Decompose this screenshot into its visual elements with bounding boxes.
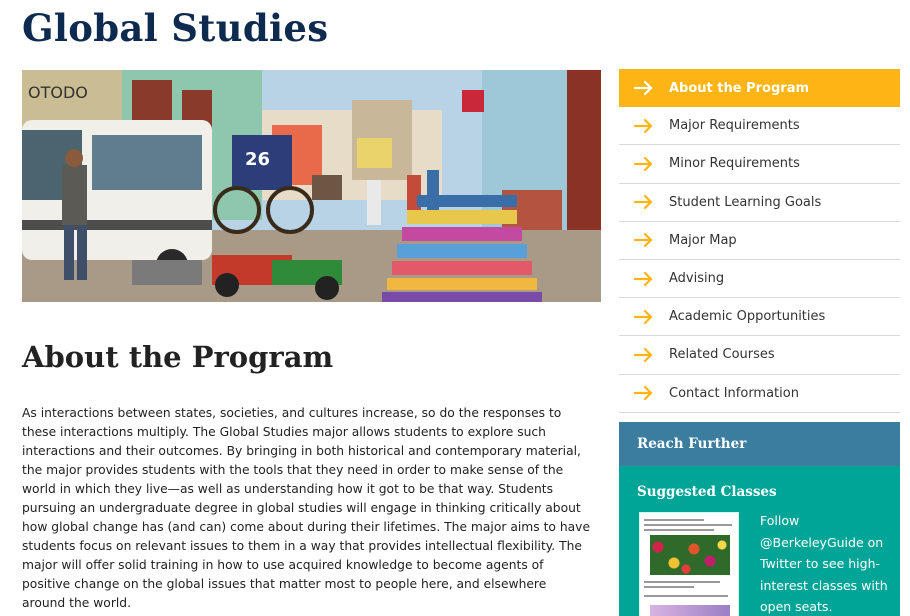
arrow-right-icon — [619, 118, 669, 134]
program-description: As interactions between states, societies, and cultures increase, so do the responses to these interactions multiply. The Global Studies major allows students to explore such interactions and their outcomes. By bringing in both historical and contemporary material, the major provides students with the tools that they need in order to make sense of the world in which they live—as well as understanding how it got to be that way. Students pursuing an undergraduate degree in global studies will engage in thinking critically about how global change has (and can) come about during their lifetimes. The major aims to have students focus on relevant issues to them in a way that provides intellectual flexibility. The major will offer solid training in how to use acquired knowledge to become agents of positive change on the global issues that matter most to people here, and elsewhere around the world. — [22, 406, 591, 610]
arrow-right-icon — [619, 232, 669, 248]
hero-image — [22, 70, 601, 302]
svg-text:OTODO: OTODO — [28, 83, 88, 102]
sidebar-item-label: Student Learning Goals — [669, 194, 822, 210]
sidebar-item-related-courses[interactable] — [619, 336, 900, 374]
sidebar-item-label: Related Courses — [669, 347, 775, 363]
sidebar-item-label: Advising — [669, 271, 725, 287]
sidebar-item-major-requirements[interactable] — [619, 107, 900, 145]
sidebar-item-student-learning-goals[interactable] — [619, 184, 900, 222]
arrow-right-icon — [619, 271, 669, 287]
sidebar-item-label: Major Map — [669, 232, 737, 248]
sidebar-item-label: Major Requirements — [669, 118, 800, 134]
arrow-right-icon — [619, 80, 669, 96]
arrow-right-icon — [619, 156, 669, 172]
tweet-text-line — [644, 524, 732, 526]
tweet-flower-photo — [650, 535, 730, 575]
follow-berkeleyguide-text[interactable]: Follow @BerkeleyGuide on Twitter to see high-interest classes with open seats. — [760, 513, 888, 614]
sidebar-item-label: Minor Requirements — [669, 156, 800, 172]
tweet-text-line — [644, 586, 694, 588]
arrow-right-icon — [619, 194, 669, 210]
section-heading: About the Program — [22, 340, 334, 374]
tweet-text-line — [644, 581, 720, 583]
sidebar-item-contact-information[interactable] — [619, 375, 900, 413]
sidebar-item-academic-opportunities[interactable] — [619, 298, 900, 336]
sidebar-nav — [619, 69, 900, 413]
reach-further-header: Reach Further — [619, 422, 900, 466]
arrow-right-icon — [619, 385, 669, 401]
arrow-right-icon — [619, 309, 669, 325]
sidebar-item-label: Contact Information — [669, 385, 799, 401]
tweet-second-photo — [650, 605, 730, 616]
sidebar-item-about-the-program[interactable] — [619, 69, 900, 107]
arrow-right-icon — [619, 347, 669, 363]
twitter-feed-thumbnail[interactable] — [639, 512, 739, 616]
tweet-text-line — [644, 529, 714, 531]
tweet-text-line — [644, 595, 728, 597]
sidebar-item-label: About the Program — [669, 80, 810, 96]
page-title: Global Studies — [22, 6, 329, 50]
tweet-text-line — [644, 519, 704, 521]
sidebar-item-advising[interactable] — [619, 260, 900, 298]
sidebar-item-minor-requirements[interactable] — [619, 145, 900, 183]
suggested-classes-panel — [619, 466, 900, 616]
sidebar-item-major-map[interactable] — [619, 222, 900, 260]
sidebar-item-label: Academic Opportunities — [669, 309, 826, 325]
suggested-classes-title: Suggested Classes — [637, 484, 777, 500]
svg-text:26: 26 — [245, 149, 271, 170]
